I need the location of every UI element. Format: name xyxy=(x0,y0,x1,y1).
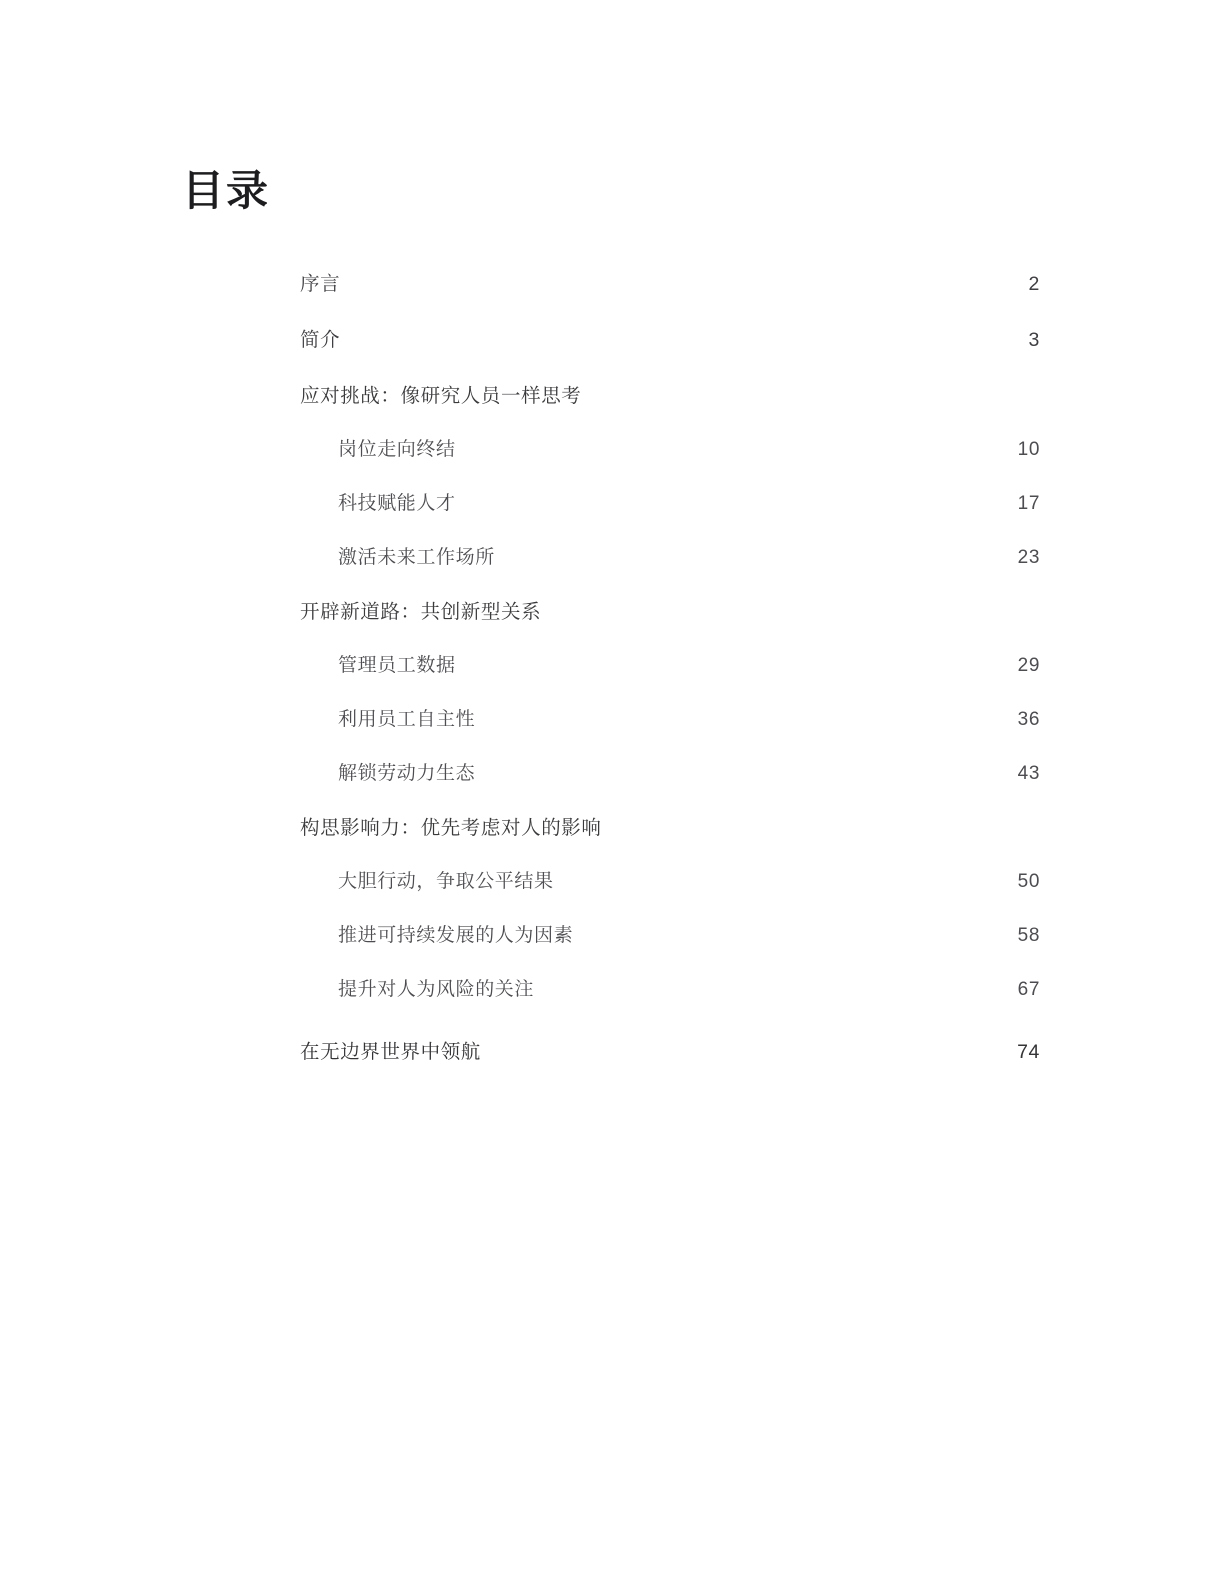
toc-entry[interactable] xyxy=(300,596,1040,628)
toc-entry-page: 29 xyxy=(1017,655,1040,676)
toc-entry-page: 2 xyxy=(1028,273,1040,295)
toc-entry-label: 管理员工数据 xyxy=(338,655,456,676)
toc-entry[interactable] xyxy=(300,434,1040,466)
toc-entry[interactable] xyxy=(300,758,1040,790)
toc-entry-label: 在无边界世界中领航 xyxy=(300,1041,481,1063)
toc-entry-label: 激活未来工作场所 xyxy=(338,547,495,568)
toc-entry[interactable] xyxy=(300,704,1040,736)
toc-entry[interactable] xyxy=(300,488,1040,520)
toc-entry-page: 10 xyxy=(1017,439,1040,460)
toc-entry[interactable] xyxy=(300,974,1040,1006)
toc-entry-label: 开辟新道路：共创新型关系 xyxy=(300,601,542,623)
toc-entry-page: 36 xyxy=(1017,709,1040,730)
toc-entry[interactable] xyxy=(300,1036,1040,1068)
toc-entry-label: 推进可持续发展的人为因素 xyxy=(338,925,574,946)
toc-entry[interactable] xyxy=(300,542,1040,574)
toc-entry-page: 50 xyxy=(1017,871,1040,892)
toc-entry-label: 岗位走向终结 xyxy=(338,439,456,460)
toc-entry[interactable] xyxy=(300,812,1040,844)
toc-entry[interactable] xyxy=(300,380,1040,412)
toc-entry-label: 应对挑战：像研究人员一样思考 xyxy=(300,385,582,407)
toc-entry-label: 大胆行动，争取公平结果 xyxy=(338,871,554,892)
toc-entry-label: 科技赋能人才 xyxy=(338,493,456,514)
toc-entry-page: 3 xyxy=(1028,329,1040,351)
toc-entry-label: 序言 xyxy=(300,273,341,295)
toc-entry-page: 58 xyxy=(1017,925,1040,946)
toc-entry-page: 74 xyxy=(1017,1041,1040,1063)
toc-entry-label: 提升对人为风险的关注 xyxy=(338,979,535,1000)
toc-entry[interactable] xyxy=(300,268,1040,300)
toc-entry-page: 17 xyxy=(1017,493,1040,514)
toc-entry-page: 23 xyxy=(1017,547,1040,568)
toc-entry[interactable] xyxy=(300,324,1040,356)
toc-entry-label: 利用员工自主性 xyxy=(338,709,476,730)
toc-entry[interactable] xyxy=(300,650,1040,682)
toc-entry-label: 简介 xyxy=(300,329,341,351)
page-title: 目录 xyxy=(182,167,271,215)
toc-entry-page: 67 xyxy=(1017,979,1040,1000)
toc-entry[interactable] xyxy=(300,866,1040,898)
toc-entry-label: 构思影响力：优先考虑对人的影响 xyxy=(300,817,602,839)
table-of-contents xyxy=(300,268,1040,1068)
toc-entry-label: 解锁劳动力生态 xyxy=(338,763,476,784)
toc-entry[interactable] xyxy=(300,920,1040,952)
toc-entry-page: 43 xyxy=(1017,763,1040,784)
